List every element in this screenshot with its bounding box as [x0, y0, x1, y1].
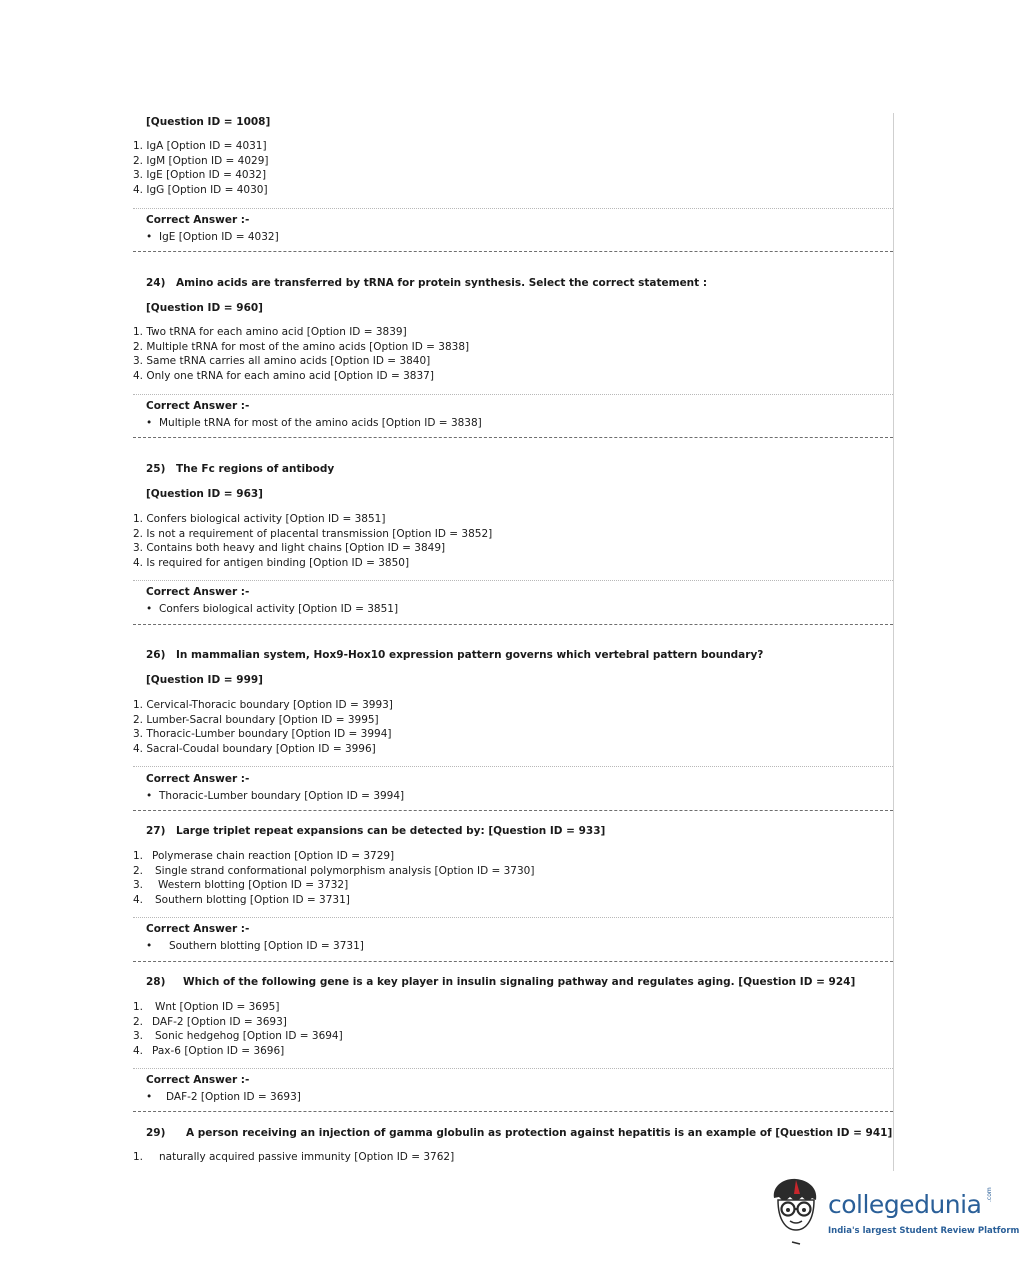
question-number: 24) — [146, 277, 166, 289]
options-list — [133, 698, 893, 756]
divider — [133, 580, 893, 581]
collegedunia-logo[interactable] — [766, 1176, 1020, 1248]
question-id: [Question ID = 999] — [146, 674, 263, 686]
correct-answer-item: • Southern blotting [Option ID = 3731] — [146, 940, 364, 952]
option: 2. Multiple tRNA for most of the amino acids [Option ID = 3838] — [133, 340, 470, 353]
question-separator — [133, 961, 893, 962]
question-separator — [133, 251, 893, 252]
question-number: 28) — [146, 976, 166, 988]
correct-answer-label: Correct Answer :- — [146, 773, 250, 785]
option-number: 2. — [133, 864, 144, 877]
correct-answer-label: Correct Answer :- — [146, 586, 250, 598]
correct-answer-text: Confers biological activity [Option ID = 3851] — [159, 603, 399, 615]
question-text: Which of the following gene is a key player in insulin signaling pathway and regulates aging. [Question ID = 924] — [183, 976, 856, 988]
question-text: In mammalian system, Hox9-Hox10 expression pattern governs which vertebral pattern boundary? — [176, 649, 764, 661]
option-number: 3. — [133, 1030, 144, 1043]
option: 2. Is not a requirement of placental transmission [Option ID = 3852] — [133, 527, 493, 540]
correct-answer — [133, 399, 893, 430]
question-text: A person receiving an injection of gamma globulin as protection against hepatitis is an example of [Question ID = 941] — [186, 1127, 893, 1139]
correct-answer — [133, 585, 893, 616]
question-separator — [133, 624, 893, 625]
option: 1. Confers biological activity [Option ID = 3851] — [133, 513, 386, 525]
divider — [133, 766, 893, 767]
correct-answer-label: Correct Answer :- — [146, 923, 250, 935]
correct-answer — [133, 1073, 893, 1104]
option-text: Wnt [Option ID = 3695] — [155, 1001, 280, 1013]
options-list — [133, 512, 893, 570]
question-text: Amino acids are transferred by tRNA for protein synthesis. Select the correct statement : — [176, 277, 708, 289]
option-number: 4. — [133, 1044, 144, 1057]
logo-suffix: .com — [986, 1187, 993, 1202]
question-29 — [133, 1126, 893, 1140]
option-text: Single strand conformational polymorphism analysis [Option ID = 3730] — [155, 864, 535, 877]
option: 2. Lumber-Sacral boundary [Option ID = 3995] — [133, 713, 379, 726]
options-list — [133, 1000, 893, 1058]
option-number: 1. — [133, 850, 144, 862]
question-number: 25) — [146, 463, 166, 475]
option: 3. Thoracic-Lumber boundary [Option ID = 3994] — [133, 728, 392, 741]
option: 3. Same tRNA carries all amino acids [Option ID = 3840] — [133, 355, 431, 368]
option-text: Western blotting [Option ID = 3732] — [158, 879, 349, 892]
question-26 — [133, 648, 893, 687]
correct-answer-item: • Thoracic-Lumber boundary [Option ID = 3994] — [146, 790, 405, 802]
option — [133, 1015, 893, 1030]
option-text: Southern blotting [Option ID = 3731] — [155, 893, 350, 906]
option-text: naturally acquired passive immunity [Option ID = 3762] — [159, 1151, 455, 1163]
option — [133, 1000, 893, 1015]
question-id: [Question ID = 1008] — [146, 116, 271, 128]
option: 3. IgE [Option ID = 4032] — [133, 169, 267, 182]
correct-answer-item: • IgE [Option ID = 4032] — [146, 231, 279, 243]
correct-answer-item: • Multiple tRNA for most of the amino acids [Option ID = 3838] — [146, 417, 482, 429]
option — [133, 893, 893, 908]
question-separator — [133, 437, 893, 438]
option-number: 1. — [133, 1151, 144, 1163]
option-text: Polymerase chain reaction [Option ID = 3729] — [152, 850, 395, 862]
options-list — [133, 325, 893, 383]
logo-tagline: India's largest Student Review Platform — [828, 1226, 1020, 1236]
option: 1. IgA [Option ID = 4031] — [133, 140, 267, 152]
option-number: 4. — [133, 893, 144, 906]
divider — [133, 394, 893, 395]
correct-answer-item: • DAF-2 [Option ID = 3693] — [146, 1091, 301, 1103]
option: 1. Cervical-Thoracic boundary [Option ID = 3993] — [133, 699, 393, 711]
option: 4. Is required for antigen binding [Option ID = 3850] — [133, 556, 410, 569]
question-number: 29) — [146, 1127, 166, 1139]
correct-answer — [133, 213, 893, 244]
question-28 — [133, 975, 893, 989]
option-number: 1. — [133, 1001, 144, 1013]
option: 4. Only one tRNA for each amino acid [Option ID = 3837] — [133, 369, 434, 382]
option: 1. Two tRNA for each amino acid [Option ID = 3839] — [133, 326, 407, 338]
question-number: 26) — [146, 649, 166, 661]
question-id: [Question ID = 960] — [146, 302, 263, 314]
option-text: Sonic hedgehog [Option ID = 3694] — [155, 1030, 343, 1043]
question-23 — [133, 115, 893, 129]
option — [133, 1029, 893, 1044]
option — [133, 1044, 893, 1059]
question-separator — [133, 1111, 893, 1112]
mascot-icon — [766, 1176, 826, 1248]
options-list — [133, 849, 893, 907]
correct-answer-text: Southern blotting [Option ID = 3731] — [169, 940, 364, 952]
question-27 — [133, 824, 893, 838]
option-text: Pax-6 [Option ID = 3696] — [152, 1044, 285, 1057]
correct-answer-text: Multiple tRNA for most of the amino acids [Option ID = 3838] — [159, 417, 482, 429]
logo-wordmark: collegedunia — [828, 1190, 982, 1219]
divider — [133, 917, 893, 918]
option — [133, 878, 893, 893]
correct-answer-label: Correct Answer :- — [146, 1074, 250, 1086]
question-id: [Question ID = 963] — [146, 488, 263, 500]
option: 4. IgG [Option ID = 4030] — [133, 183, 268, 196]
option: 3. Contains both heavy and light chains [Option ID = 3849] — [133, 542, 446, 555]
correct-answer-text: DAF-2 [Option ID = 3693] — [166, 1091, 301, 1103]
correct-answer — [133, 772, 893, 803]
question-separator — [133, 810, 893, 811]
correct-answer-item: • Confers biological activity [Option ID = 3851] — [146, 603, 399, 615]
correct-answer-text: Thoracic-Lumber boundary [Option ID = 3994] — [159, 790, 405, 802]
options-list — [133, 139, 893, 197]
question-text: The Fc regions of antibody — [176, 463, 335, 475]
divider — [133, 1068, 893, 1069]
question-25 — [133, 462, 893, 501]
option-number: 2. — [133, 1015, 144, 1028]
option — [133, 849, 893, 864]
correct-answer — [133, 922, 893, 953]
question-paper — [133, 113, 894, 1171]
correct-answer-label: Correct Answer :- — [146, 400, 250, 412]
divider — [133, 208, 893, 209]
question-text: Large triplet repeat expansions can be detected by: [Question ID = 933] — [176, 825, 606, 837]
option: 4. Sacral-Coudal boundary [Option ID = 3996] — [133, 742, 376, 755]
option: 2. IgM [Option ID = 4029] — [133, 154, 269, 167]
question-24 — [133, 276, 893, 315]
option-text: DAF-2 [Option ID = 3693] — [152, 1015, 287, 1028]
option — [133, 864, 893, 879]
options-list — [133, 1150, 893, 1165]
correct-answer-text: IgE [Option ID = 4032] — [159, 231, 279, 243]
correct-answer-label: Correct Answer :- — [146, 214, 250, 226]
option-number: 3. — [133, 879, 144, 892]
option — [133, 1150, 893, 1165]
question-number: 27) — [146, 825, 166, 837]
